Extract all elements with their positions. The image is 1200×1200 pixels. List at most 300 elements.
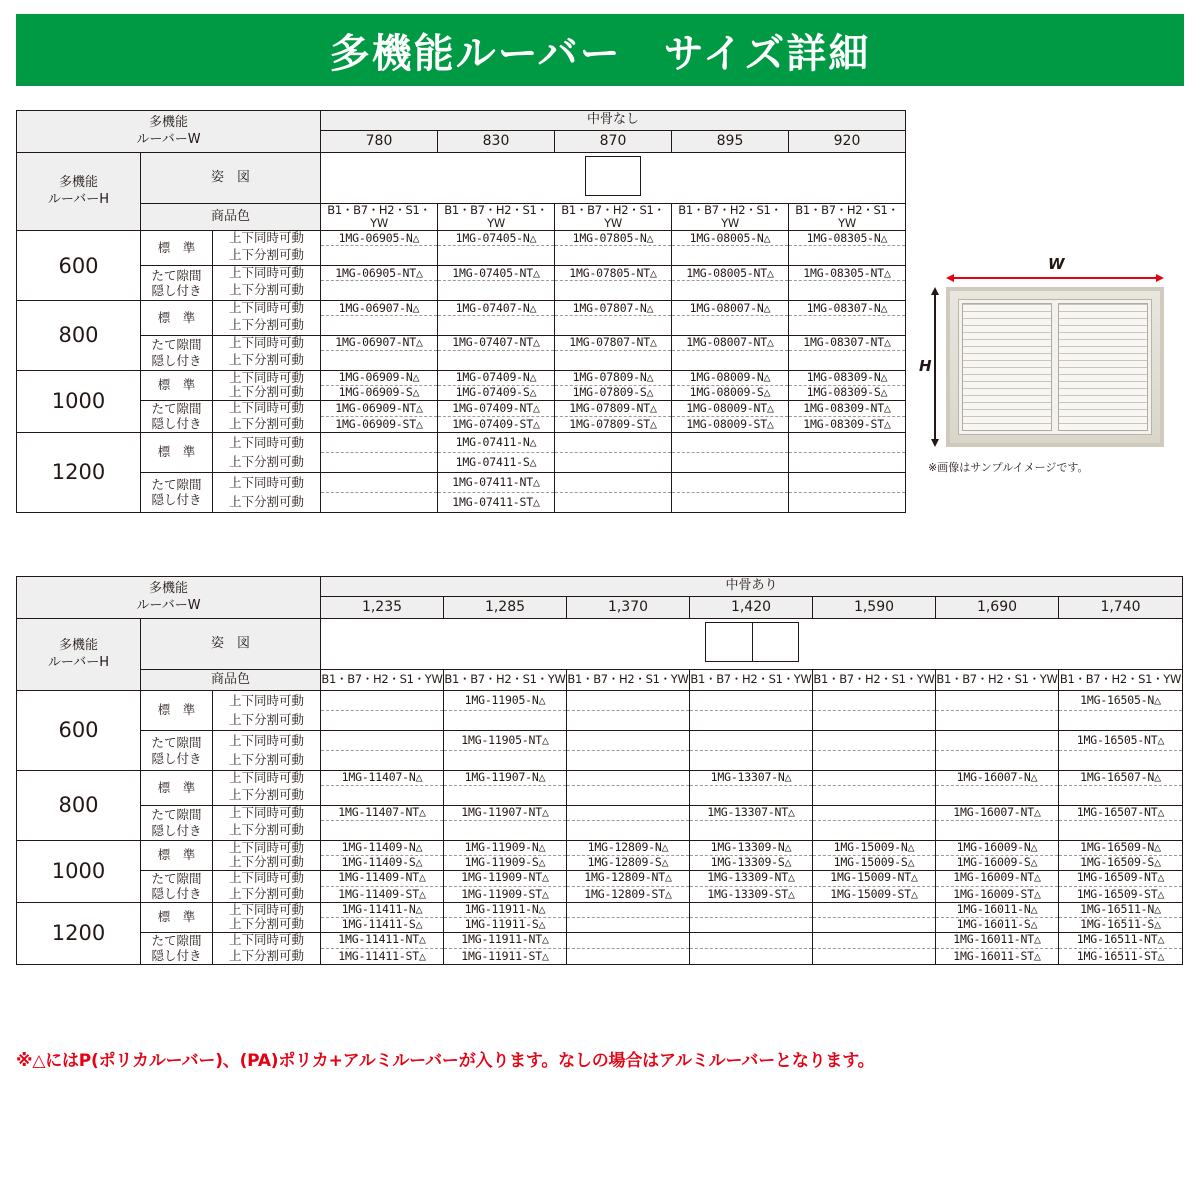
label-move-sync: 上下同時可動 <box>213 336 321 351</box>
table1-row <box>17 231 906 246</box>
table2-cell <box>1059 751 1183 771</box>
table1-cell <box>789 452 906 472</box>
table1-cell: 1MG-06909-ST△ <box>321 416 438 432</box>
table1-cell: 1MG-08009-NT△ <box>672 400 789 416</box>
table2-cell <box>690 785 813 805</box>
table2-cell: 1MG-11409-ST△ <box>321 886 444 902</box>
label-move-split: 上下分割可動 <box>213 452 321 472</box>
table1-cell: 1MG-08009-ST△ <box>672 416 789 432</box>
table2-cell: 1MG-11409-NT△ <box>321 870 444 886</box>
louver-sample-photo <box>946 287 1164 447</box>
table1-row <box>17 400 906 416</box>
label-move-split: 上下分割可動 <box>213 350 321 370</box>
table2-cell <box>813 805 936 820</box>
table2-cell: 1MG-16007-NT△ <box>936 805 1059 820</box>
table2-cell: 1MG-13307-NT△ <box>690 805 813 820</box>
table1-row <box>17 336 906 351</box>
table2-cell: 1MG-15009-ST△ <box>813 886 936 902</box>
table1-cell: 1MG-06907-NT△ <box>321 336 438 351</box>
label-move-split: 上下分割可動 <box>213 948 321 964</box>
table1-cell <box>789 492 906 512</box>
table2-cell: 1MG-11411-S△ <box>321 917 444 932</box>
table2-cell: 1MG-16509-ST△ <box>1059 886 1183 902</box>
table2-color-2: B1・B7・H2・S1・YW <box>567 670 690 691</box>
table2-cell <box>567 751 690 771</box>
table2-height-3: 1200 <box>17 902 141 964</box>
table2-cell <box>444 751 567 771</box>
table2-cell <box>813 691 936 711</box>
table1-cell: 1MG-07409-S△ <box>438 385 555 400</box>
table1-cell: 1MG-08009-S△ <box>672 385 789 400</box>
label-move-sync: 上下同時可動 <box>213 231 321 246</box>
table2-group-header: 中骨あり <box>321 577 1183 597</box>
table2-cell: 1MG-12809-ST△ <box>567 886 690 902</box>
table2-cell <box>936 751 1059 771</box>
table2-cell: 1MG-11911-S△ <box>444 917 567 932</box>
label-move-sync: 上下同時可動 <box>213 301 321 316</box>
label-figure: 姿 図 <box>141 153 321 204</box>
label-standard: 標 準 <box>141 902 213 932</box>
table2-cell <box>813 948 936 964</box>
label-product-h: 多機能 ルーバーH <box>17 619 141 691</box>
table2-cell <box>567 820 690 840</box>
table1-cell: 1MG-07809-N△ <box>555 370 672 385</box>
table2-cell: 1MG-11909-NT△ <box>444 870 567 886</box>
label-move-split: 上下分割可動 <box>213 281 321 301</box>
label-hidden-gap: たて隙間 隠し付き <box>141 472 213 512</box>
table2-cell: 1MG-11905-NT△ <box>444 731 567 751</box>
table2-cell: 1MG-11907-NT△ <box>444 805 567 820</box>
table2-cell: 1MG-15009-S△ <box>813 855 936 870</box>
table1-cell <box>555 492 672 512</box>
table1-cell <box>672 350 789 370</box>
label-hidden-gap: たて隙間 隠し付き <box>141 400 213 432</box>
label-move-split: 上下分割可動 <box>213 416 321 432</box>
table1-cell: 1MG-06909-S△ <box>321 385 438 400</box>
table2-cell <box>567 785 690 805</box>
table1-cell: 1MG-06905-NT△ <box>321 266 438 281</box>
table2-figure-cell <box>321 619 1183 670</box>
table1-cell <box>321 246 438 266</box>
table1-height-3: 1200 <box>17 432 141 512</box>
table2-cell <box>321 785 444 805</box>
table2-cell: 1MG-13309-S△ <box>690 855 813 870</box>
table2-cell: 1MG-11911-N△ <box>444 902 567 917</box>
table2-cell <box>936 711 1059 731</box>
table2-cell: 1MG-11907-N△ <box>444 771 567 786</box>
table1-figure-cell <box>321 153 906 204</box>
table2-cell: 1MG-13309-NT△ <box>690 870 813 886</box>
table2-cell: 1MG-15009-NT△ <box>813 870 936 886</box>
table2-cell <box>813 820 936 840</box>
table2-cell <box>813 751 936 771</box>
table1-cell: 1MG-06909-NT△ <box>321 400 438 416</box>
label-product-w: 多機能 ルーバーW <box>17 577 321 619</box>
table2-width-4: 1,590 <box>813 597 936 619</box>
table1-color-0: B1・B7・H2・S1・YW <box>321 204 438 231</box>
table2-cell: 1MG-16511-NT△ <box>1059 932 1183 948</box>
table2-cell: 1MG-13307-N△ <box>690 771 813 786</box>
table1-cell: 1MG-07411-ST△ <box>438 492 555 512</box>
table2-width-6: 1,740 <box>1059 597 1183 619</box>
table2-width-2: 1,370 <box>567 597 690 619</box>
table2-cell: 1MG-11411-NT△ <box>321 932 444 948</box>
table1-cell <box>555 432 672 452</box>
label-move-sync: 上下同時可動 <box>213 840 321 855</box>
table2-cell <box>690 731 813 751</box>
table2-cell <box>690 751 813 771</box>
table2-cell: 1MG-11909-S△ <box>444 855 567 870</box>
table1-cell: 1MG-08009-N△ <box>672 370 789 385</box>
table2-cell <box>936 691 1059 711</box>
table2-cell: 1MG-16009-N△ <box>936 840 1059 855</box>
table1-figure-row <box>17 153 906 204</box>
louver-sample-panel-right <box>1058 303 1148 431</box>
label-standard: 標 準 <box>141 771 213 806</box>
table1-cell: 1MG-07807-NT△ <box>555 336 672 351</box>
table1-color-2: B1・B7・H2・S1・YW <box>555 204 672 231</box>
table2-cell <box>1059 711 1183 731</box>
table2-header-group-row <box>17 577 1183 597</box>
table2-cell <box>813 785 936 805</box>
table2-row <box>17 870 1183 886</box>
table1-cell <box>672 281 789 301</box>
table1-cell <box>438 246 555 266</box>
table1-cell <box>672 452 789 472</box>
table2-cell <box>813 731 936 751</box>
label-color: 商品色 <box>141 670 321 691</box>
table1-cell <box>672 432 789 452</box>
table1-cell: 1MG-07809-NT△ <box>555 400 672 416</box>
table2-cell <box>690 948 813 964</box>
table2-cell: 1MG-13309-N△ <box>690 840 813 855</box>
label-move-sync: 上下同時可動 <box>213 932 321 948</box>
table1-cell <box>672 472 789 492</box>
table2-width-5: 1,690 <box>936 597 1059 619</box>
label-move-sync: 上下同時可動 <box>213 805 321 820</box>
table2-row <box>17 932 1183 948</box>
table1-cell: 1MG-08005-NT△ <box>672 266 789 281</box>
table1-cell: 1MG-08309-N△ <box>789 370 906 385</box>
table2-row <box>17 691 1183 711</box>
table1-cell <box>789 246 906 266</box>
table2-row <box>17 840 1183 855</box>
table2-cell: 1MG-16507-N△ <box>1059 771 1183 786</box>
table2-cell: 1MG-16011-S△ <box>936 917 1059 932</box>
table2-width-0: 1,235 <box>321 597 444 619</box>
table1-cell: 1MG-07805-NT△ <box>555 266 672 281</box>
table2-cell <box>321 820 444 840</box>
louver-sample-inner <box>958 299 1152 435</box>
table1-cell: 1MG-08305-NT△ <box>789 266 906 281</box>
label-standard: 標 準 <box>141 231 213 266</box>
table2-cell <box>321 691 444 711</box>
table2-cell: 1MG-16505-NT△ <box>1059 731 1183 751</box>
table2-cell <box>321 751 444 771</box>
label-standard: 標 準 <box>141 840 213 870</box>
table2-cell <box>813 917 936 932</box>
label-move-sync: 上下同時可動 <box>213 432 321 452</box>
size-table-2 <box>16 576 1183 965</box>
table2-color-4: B1・B7・H2・S1・YW <box>813 670 936 691</box>
table2-height-2: 1000 <box>17 840 141 902</box>
table1-cell <box>672 492 789 512</box>
table1-cell <box>672 316 789 336</box>
table1-cell <box>438 316 555 336</box>
label-move-sync: 上下同時可動 <box>213 902 321 917</box>
table1-cell: 1MG-08309-NT△ <box>789 400 906 416</box>
table1-cell <box>321 281 438 301</box>
table1-cell: 1MG-08007-NT△ <box>672 336 789 351</box>
table1-color-4: B1・B7・H2・S1・YW <box>789 204 906 231</box>
table1-cell: 1MG-08307-NT△ <box>789 336 906 351</box>
label-product-h: 多機能 ルーバーH <box>17 153 141 231</box>
table2-cell: 1MG-11407-NT△ <box>321 805 444 820</box>
table1-cell <box>555 281 672 301</box>
table2-cell <box>690 902 813 917</box>
table2-cell <box>936 820 1059 840</box>
table2-cell: 1MG-16511-ST△ <box>1059 948 1183 964</box>
table1-cell: 1MG-08005-N△ <box>672 231 789 246</box>
table1-row <box>17 301 906 316</box>
table1-cell <box>555 316 672 336</box>
table2-cell <box>321 731 444 751</box>
table1-cell <box>321 492 438 512</box>
table2-cell <box>444 711 567 731</box>
label-move-split: 上下分割可動 <box>213 751 321 771</box>
table2-cell <box>690 932 813 948</box>
label-move-split: 上下分割可動 <box>213 855 321 870</box>
table2-cell <box>567 711 690 731</box>
table2-cell <box>567 771 690 786</box>
table2-cell: 1MG-11905-N△ <box>444 691 567 711</box>
table1-width-3: 895 <box>672 131 789 153</box>
table1-cell <box>789 281 906 301</box>
table2-width-1: 1,285 <box>444 597 567 619</box>
label-move-sync: 上下同時可動 <box>213 400 321 416</box>
label-hidden-gap: たて隙間 隠し付き <box>141 870 213 902</box>
table2-cell: 1MG-12809-NT△ <box>567 870 690 886</box>
table2-cell <box>690 820 813 840</box>
table1-color-3: B1・B7・H2・S1・YW <box>672 204 789 231</box>
table2-cell <box>813 932 936 948</box>
label-move-sync: 上下同時可動 <box>213 691 321 711</box>
table1-header-group-row <box>17 111 906 131</box>
table1-cell <box>321 472 438 492</box>
table2-cell: 1MG-16007-N△ <box>936 771 1059 786</box>
table1-width-0: 780 <box>321 131 438 153</box>
louver-pictogram <box>585 156 641 196</box>
table2-cell <box>567 948 690 964</box>
label-product-w: 多機能 ルーバーW <box>17 111 321 153</box>
table2-cell <box>567 691 690 711</box>
table2-cell <box>813 771 936 786</box>
table2-cell: 1MG-16009-NT△ <box>936 870 1059 886</box>
table1-cell <box>555 350 672 370</box>
table2-cell <box>813 711 936 731</box>
title-banner <box>16 14 1184 86</box>
table1-cell <box>789 432 906 452</box>
table2-cell: 1MG-12809-S△ <box>567 855 690 870</box>
table2-cell <box>567 805 690 820</box>
table2-cell <box>690 711 813 731</box>
table1-cell: 1MG-07411-N△ <box>438 432 555 452</box>
table1-cell <box>555 452 672 472</box>
label-color: 商品色 <box>141 204 321 231</box>
table1-width-2: 870 <box>555 131 672 153</box>
table2-cell <box>444 820 567 840</box>
table2-cell: 1MG-11409-S△ <box>321 855 444 870</box>
table2-color-row <box>17 670 1183 691</box>
table2-cell <box>567 932 690 948</box>
table2-cell: 1MG-11911-ST△ <box>444 948 567 964</box>
table2-height-0: 600 <box>17 691 141 771</box>
table1-cell <box>555 246 672 266</box>
table2-cell <box>321 711 444 731</box>
table1-cell: 1MG-07409-N△ <box>438 370 555 385</box>
table2-color-5: B1・B7・H2・S1・YW <box>936 670 1059 691</box>
table2-cell <box>567 917 690 932</box>
table2-cell: 1MG-16511-N△ <box>1059 902 1183 917</box>
table2-cell <box>936 731 1059 751</box>
label-standard: 標 準 <box>141 301 213 336</box>
table2-row <box>17 805 1183 820</box>
table2-cell: 1MG-16509-N△ <box>1059 840 1183 855</box>
table1-cell: 1MG-07411-NT△ <box>438 472 555 492</box>
table2-cell: 1MG-11411-ST△ <box>321 948 444 964</box>
table2-cell <box>1059 785 1183 805</box>
table2-cell <box>936 785 1059 805</box>
table2-cell <box>444 785 567 805</box>
table1-cell <box>555 472 672 492</box>
label-move-split: 上下分割可動 <box>213 711 321 731</box>
table2-cell: 1MG-16009-ST△ <box>936 886 1059 902</box>
table1-cell: 1MG-07405-N△ <box>438 231 555 246</box>
label-hidden-gap: たて隙間 隠し付き <box>141 805 213 840</box>
table1-cell: 1MG-07807-N△ <box>555 301 672 316</box>
label-standard: 標 準 <box>141 370 213 400</box>
label-move-split: 上下分割可動 <box>213 492 321 512</box>
table1-cell <box>321 432 438 452</box>
table1-cell: 1MG-08007-N△ <box>672 301 789 316</box>
table1-row <box>17 266 906 281</box>
page-title: 多機能ルーバー サイズ詳細 <box>329 30 871 77</box>
table2-cell: 1MG-16511-S△ <box>1059 917 1183 932</box>
table-no-center-frame <box>16 110 906 513</box>
table1-cell: 1MG-07411-S△ <box>438 452 555 472</box>
table2-row <box>17 771 1183 786</box>
table1-row <box>17 432 906 452</box>
sample-note: ※画像はサンプルイメージです。 <box>928 461 1089 474</box>
table-with-center-frame <box>16 576 1184 965</box>
table2-cell: 1MG-16011-N△ <box>936 902 1059 917</box>
label-figure: 姿 図 <box>141 619 321 670</box>
label-move-split: 上下分割可動 <box>213 820 321 840</box>
table2-row <box>17 731 1183 751</box>
table1-cell: 1MG-07407-N△ <box>438 301 555 316</box>
table1-cell <box>321 350 438 370</box>
table2-figure-row <box>17 619 1183 670</box>
sample-image-block <box>920 255 1188 495</box>
label-standard: 標 準 <box>141 691 213 731</box>
table2-cell: 1MG-16009-S△ <box>936 855 1059 870</box>
width-label: W <box>1048 255 1065 273</box>
table1-cell: 1MG-08307-N△ <box>789 301 906 316</box>
table2-cell: 1MG-16509-S△ <box>1059 855 1183 870</box>
table1-width-4: 920 <box>789 131 906 153</box>
label-move-split: 上下分割可動 <box>213 385 321 400</box>
table2-row <box>17 902 1183 917</box>
table1-cell: 1MG-08309-S△ <box>789 385 906 400</box>
table2-height-1: 800 <box>17 771 141 841</box>
table1-cell: 1MG-08305-N△ <box>789 231 906 246</box>
label-move-split: 上下分割可動 <box>213 316 321 336</box>
table1-cell: 1MG-07409-NT△ <box>438 400 555 416</box>
table1-cell <box>321 452 438 472</box>
table1-color-1: B1・B7・H2・S1・YW <box>438 204 555 231</box>
table1-cell: 1MG-07809-S△ <box>555 385 672 400</box>
table2-color-1: B1・B7・H2・S1・YW <box>444 670 567 691</box>
louver-pictogram-center-frame <box>705 622 799 662</box>
table2-cell: 1MG-16509-NT△ <box>1059 870 1183 886</box>
table2-color-0: B1・B7・H2・S1・YW <box>321 670 444 691</box>
table2-cell: 1MG-16011-NT△ <box>936 932 1059 948</box>
table1-height-2: 1000 <box>17 370 141 432</box>
table1-height-0: 600 <box>17 231 141 301</box>
label-standard: 標 準 <box>141 432 213 472</box>
label-hidden-gap: たて隙間 隠し付き <box>141 932 213 964</box>
table1-cell: 1MG-07405-NT△ <box>438 266 555 281</box>
label-move-sync: 上下同時可動 <box>213 472 321 492</box>
table2-cell: 1MG-11909-ST△ <box>444 886 567 902</box>
table1-cell: 1MG-08309-ST△ <box>789 416 906 432</box>
table1-cell <box>438 350 555 370</box>
height-label: H <box>919 357 932 375</box>
table2-cell: 1MG-13309-ST△ <box>690 886 813 902</box>
table2-cell <box>690 917 813 932</box>
label-move-split: 上下分割可動 <box>213 246 321 266</box>
table1-cell: 1MG-06909-N△ <box>321 370 438 385</box>
label-hidden-gap: たて隙間 隠し付き <box>141 266 213 301</box>
table1-cell: 1MG-07805-N△ <box>555 231 672 246</box>
table1-cell <box>789 316 906 336</box>
label-move-sync: 上下同時可動 <box>213 870 321 886</box>
table2-cell: 1MG-16505-N△ <box>1059 691 1183 711</box>
table2-cell: 1MG-11409-N△ <box>321 840 444 855</box>
label-hidden-gap: たて隙間 隠し付き <box>141 336 213 371</box>
table2-cell <box>567 731 690 751</box>
table2-cell: 1MG-16011-ST△ <box>936 948 1059 964</box>
table2-width-3: 1,420 <box>690 597 813 619</box>
table1-cell <box>321 316 438 336</box>
table2-cell <box>690 691 813 711</box>
size-table-1 <box>16 110 906 513</box>
label-move-split: 上下分割可動 <box>213 917 321 932</box>
table1-cell <box>438 281 555 301</box>
table1-cell: 1MG-07407-NT△ <box>438 336 555 351</box>
table2-cell: 1MG-16507-NT△ <box>1059 805 1183 820</box>
table2-color-6: B1・B7・H2・S1・YW <box>1059 670 1183 691</box>
width-arrow-icon <box>946 271 1164 285</box>
label-move-sync: 上下同時可動 <box>213 731 321 751</box>
louver-sample-panel-left <box>962 303 1052 431</box>
table2-cell: 1MG-15009-N△ <box>813 840 936 855</box>
table1-color-row <box>17 204 906 231</box>
table2-color-3: B1・B7・H2・S1・YW <box>690 670 813 691</box>
table2-cell: 1MG-11909-N△ <box>444 840 567 855</box>
table1-cell: 1MG-06905-N△ <box>321 231 438 246</box>
table1-row <box>17 472 906 492</box>
